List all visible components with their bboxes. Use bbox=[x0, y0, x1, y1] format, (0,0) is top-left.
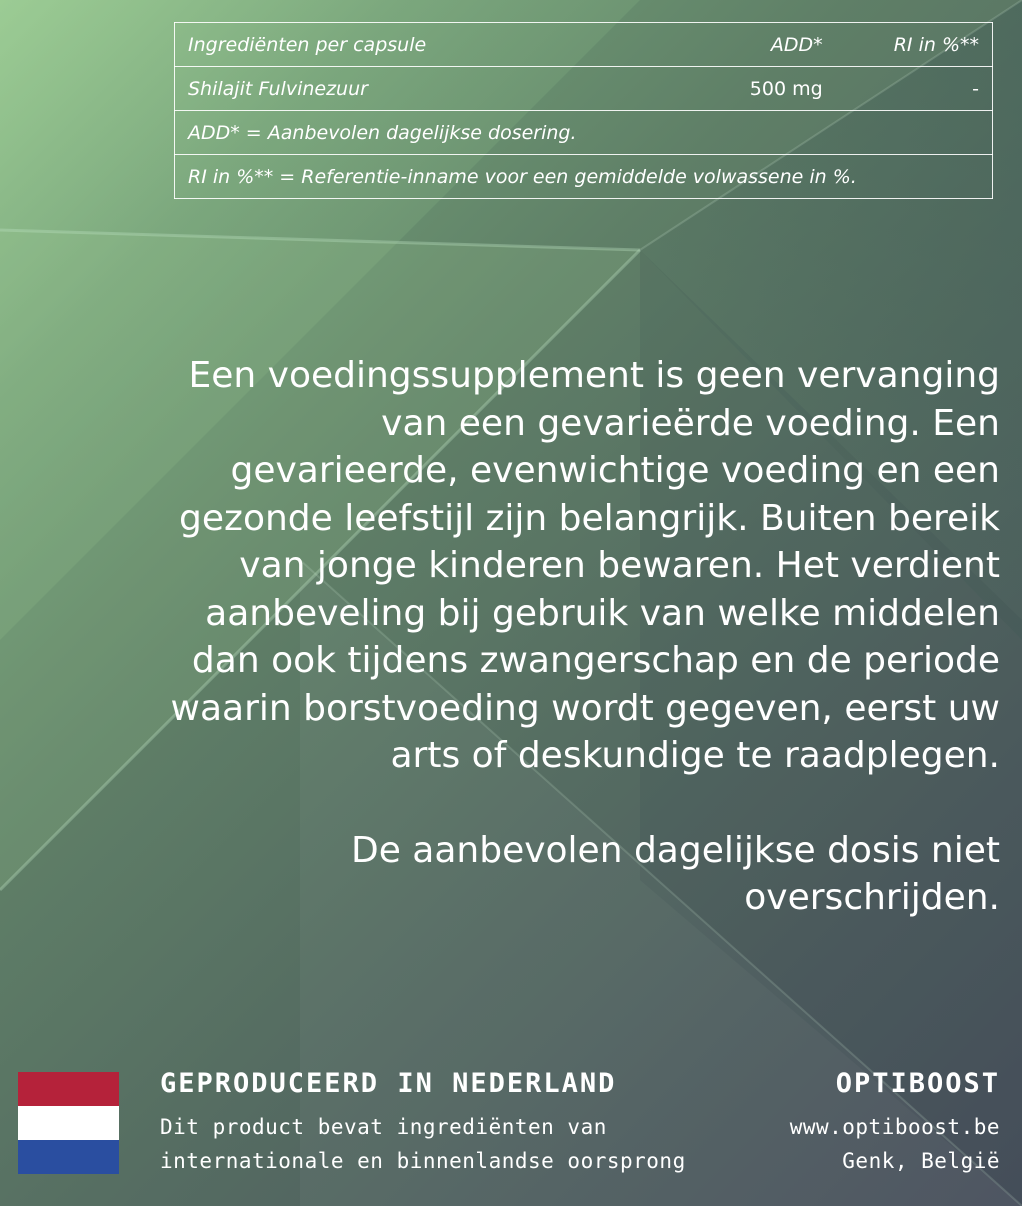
origin-line-1: Dit product bevat ingrediënten van bbox=[160, 1115, 607, 1139]
table-header-row bbox=[175, 23, 993, 67]
table-note-row bbox=[175, 155, 993, 199]
note-ri: RI in %** = Referentie-inname voor een gemiddelde volwassene in %. bbox=[175, 155, 993, 199]
header-ri: RI in %** bbox=[836, 23, 993, 67]
origin-line-2: internationale en binnenlandse oorsprong bbox=[160, 1149, 686, 1173]
brand-location: Genk, België bbox=[842, 1149, 1000, 1173]
header-add: ADD* bbox=[694, 23, 836, 67]
origin-description bbox=[160, 1110, 686, 1178]
table-row bbox=[175, 67, 993, 111]
brand-name: OPTIBOOST bbox=[835, 1068, 1000, 1099]
disclaimer-paragraph: Een voedingssupplement is geen vervanging van een gevarieërde voeding. Een gevarieerde, evenwichtige voeding en een gezonde leefstijl zijn belangrijk. Buiten bereik van jonge kinderen bewaren. Het verdient aanbeveling bij gebruik van welke middelen dan ook tijdens zwangerschap en de periode waarin borstvoeding wordt gegeven, eerst uw arts of deskundige te raadplegen. bbox=[170, 355, 1000, 776]
netherlands-flag-icon bbox=[18, 1072, 119, 1174]
table-note-row bbox=[175, 111, 993, 155]
header-ingredient: Ingrediënten per capsule bbox=[175, 23, 694, 67]
cell-ingredient: Shilajit Fulvinezuur bbox=[175, 67, 694, 111]
disclaimer-text bbox=[160, 352, 1000, 922]
nutrition-table bbox=[174, 22, 993, 199]
brand-website: www.optiboost.be bbox=[789, 1115, 1000, 1139]
cell-add: 500 mg bbox=[694, 67, 836, 111]
origin-title: GEPRODUCEERD IN NEDERLAND bbox=[160, 1068, 617, 1099]
brand-info bbox=[790, 1110, 1000, 1178]
cell-ri: - bbox=[836, 67, 993, 111]
note-add: ADD* = Aanbevolen dagelijkse dosering. bbox=[175, 111, 993, 155]
dosage-warning: De aanbevolen dagelijkse dosis niet overschrijden. bbox=[350, 829, 1000, 918]
